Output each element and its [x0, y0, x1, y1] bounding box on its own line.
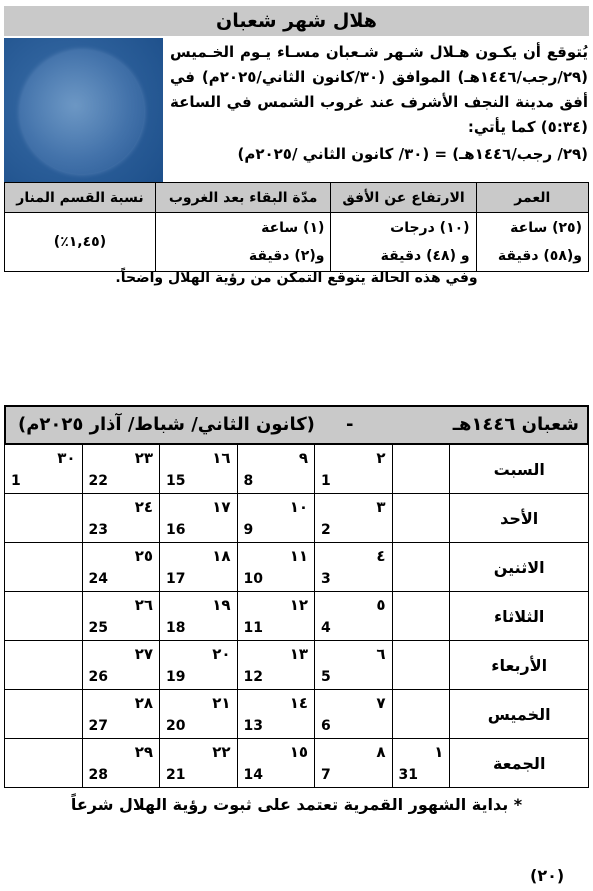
- hijri-date: ٢٦: [134, 596, 154, 614]
- calendar-cell: [237, 592, 315, 641]
- calendar-cell: [392, 641, 450, 690]
- table-row: [5, 213, 589, 272]
- age-minutes: و(٥٨) دقيقة: [497, 248, 582, 264]
- header-age: العمر: [476, 183, 588, 213]
- calendar-cell: [237, 494, 315, 543]
- gregorian-date: 22: [88, 473, 109, 489]
- calendar-cell: [315, 592, 393, 641]
- gregorian-date: 20: [166, 718, 186, 734]
- header-altitude: الارتفاع عن الأفق: [331, 183, 476, 213]
- gregorian-date: 6: [321, 718, 331, 734]
- weekday-label: الجمعة: [450, 739, 589, 788]
- calendar-cell: [82, 543, 160, 592]
- calendar-cell: [160, 739, 238, 788]
- gregorian-date: 5: [321, 669, 331, 685]
- hijri-date: ١٨: [212, 547, 231, 565]
- calendar-cell: [237, 445, 315, 494]
- gregorian-date: 21: [166, 767, 186, 783]
- calendar-cell: [315, 494, 393, 543]
- gregorian-date: 27: [88, 718, 109, 734]
- calendar-cell: [82, 690, 160, 739]
- calendar-cell: [315, 641, 393, 690]
- hijri-date: ٢٩: [134, 743, 154, 761]
- hijri-date: ١٠: [289, 498, 309, 516]
- gregorian-months-label: (كانون الثاني/ شباط/ آذار ٢٠٢٥م): [18, 414, 315, 435]
- gregorian-date: 8: [243, 473, 254, 489]
- gregorian-date: 3: [321, 571, 331, 587]
- calendar-row: [5, 690, 589, 739]
- gregorian-date: 12: [243, 669, 264, 685]
- calendar-row: [5, 543, 589, 592]
- calendar-row: [5, 739, 589, 788]
- date-equation: (٢٩/ رجب/١٤٤٦هـ) = (٣٠/ كانون الثاني /٢٠٢٥م): [237, 145, 588, 163]
- altitude-minutes: و (٤٨) دقيقة: [380, 248, 470, 264]
- weekday-label: السبت: [450, 445, 589, 494]
- calendar-cell: [392, 543, 450, 592]
- hijri-date: ٢٧: [134, 645, 154, 663]
- calendar-cell: [392, 494, 450, 543]
- hijri-date: ٩: [298, 449, 309, 467]
- hijri-date: ٢٠: [212, 645, 231, 663]
- gregorian-date: 7: [321, 767, 331, 783]
- altitude-degrees: (١٠) درجات: [390, 220, 470, 236]
- calendar-cell: [5, 739, 83, 788]
- hijri-date: ١٧: [212, 498, 231, 516]
- calendar-cell: [5, 592, 83, 641]
- gregorian-date: 23: [88, 522, 109, 538]
- hijri-date: ٨: [376, 743, 386, 761]
- hijri-date: ٦: [376, 645, 386, 663]
- calendar-cell: [5, 543, 83, 592]
- moon-info-table: [4, 182, 589, 272]
- calendar-cell: [160, 494, 238, 543]
- gregorian-date: 31: [398, 767, 419, 783]
- hijri-date: ٢١: [212, 694, 231, 712]
- calendar-grid: [4, 444, 589, 788]
- gregorian-date: 11: [243, 620, 264, 636]
- calendar-row: [5, 641, 589, 690]
- hijri-date: ٧: [376, 694, 386, 712]
- hijri-date: ١: [434, 743, 444, 761]
- calendar-cell: [82, 494, 160, 543]
- hijri-month-label: شعبان ١٤٤٦هـ: [452, 414, 579, 435]
- cell-illumination: (١,٤٥٪): [5, 213, 156, 272]
- weekday-label: الخميس: [450, 690, 589, 739]
- gregorian-date: 15: [166, 473, 186, 489]
- calendar-cell: [315, 690, 393, 739]
- gregorian-date: 1: [321, 473, 331, 489]
- weekday-label: الأربعاء: [450, 641, 589, 690]
- cell-altitude: [331, 213, 476, 272]
- hijri-date: ٣: [376, 498, 386, 516]
- hijri-date: ٥: [376, 596, 386, 614]
- calendar-cell: [82, 739, 160, 788]
- hijri-date: ١٢: [289, 596, 309, 614]
- calendar-cell: [392, 690, 450, 739]
- gregorian-date: 13: [243, 718, 264, 734]
- visibility-note: وفي هذه الحالة يتوقع التمكن من رؤية الهلال واضحاً.: [115, 270, 478, 286]
- gregorian-date: 17: [166, 571, 186, 587]
- calendar-cell: [237, 739, 315, 788]
- calendar-cell: [82, 592, 160, 641]
- gregorian-date: 9: [243, 522, 254, 538]
- calendar-row: [5, 494, 589, 543]
- calendar-cell: [160, 641, 238, 690]
- hijri-date: ١٣: [289, 645, 309, 663]
- gregorian-date: 19: [166, 669, 186, 685]
- gregorian-date: 16: [166, 522, 186, 538]
- gregorian-date: 26: [88, 669, 109, 685]
- calendar-cell: [82, 641, 160, 690]
- gregorian-date: 25: [88, 620, 109, 636]
- gregorian-date: 18: [166, 620, 186, 636]
- gregorian-date: 2: [321, 522, 331, 538]
- hijri-date: ٢٢: [212, 743, 231, 761]
- hijri-date: ٢٨: [134, 694, 154, 712]
- weekday-label: الثلاثاء: [450, 592, 589, 641]
- hijri-date: ١٦: [212, 449, 231, 467]
- hijri-date: ٤: [376, 547, 386, 565]
- calendar-header: [4, 405, 589, 445]
- hijri-date: ٢٤: [134, 498, 154, 516]
- calendar-cell: [237, 690, 315, 739]
- calendar-cell: [237, 543, 315, 592]
- header-duration: مدّة البقاء بعد الغروب: [155, 183, 331, 213]
- gregorian-date: 10: [243, 571, 264, 587]
- hijri-date: ٢٣: [134, 449, 154, 467]
- calendar-cell: [160, 592, 238, 641]
- calendar-cell: [392, 739, 450, 788]
- gregorian-date: 14: [243, 767, 264, 783]
- calendar-cell: [160, 690, 238, 739]
- weekday-label: الأحد: [450, 494, 589, 543]
- header-illumination: نسبة القسم المنار: [5, 183, 156, 213]
- gregorian-date: 4: [321, 620, 331, 636]
- cell-age: [476, 213, 588, 272]
- table-header-row: [5, 183, 589, 213]
- hijri-date: ١٤: [289, 694, 309, 712]
- calendar-cell: [5, 641, 83, 690]
- age-hours: (٢٥) ساعة: [510, 220, 582, 236]
- page-title: هلال شهر شعبان: [4, 6, 589, 36]
- calendar-cell: [315, 445, 393, 494]
- moon-icon: [20, 50, 144, 174]
- hijri-date: ٢٥: [134, 547, 154, 565]
- hijri-date: ٢: [376, 449, 386, 467]
- hijri-date: ١٥: [289, 743, 309, 761]
- calendar-cell: [315, 543, 393, 592]
- weekday-label: الاثنين: [450, 543, 589, 592]
- hijri-date: ١٩: [212, 596, 231, 614]
- page-number: (٢٠): [530, 866, 565, 885]
- gregorian-date: 28: [88, 767, 109, 783]
- calendar-cell: [392, 445, 450, 494]
- gregorian-date: 1: [11, 473, 21, 489]
- footnote: * بداية الشهور القمرية تعتمد على ثبوت رؤية الهلال شرعاً: [70, 795, 523, 814]
- calendar-cell: [82, 445, 160, 494]
- header-separator: -: [346, 414, 354, 435]
- calendar-row: [5, 445, 589, 494]
- calendar-cell: [5, 445, 83, 494]
- duration-minutes: و(٢) دقيقة: [248, 248, 325, 264]
- gregorian-date: 24: [88, 571, 109, 587]
- calendar-cell: [5, 494, 83, 543]
- moon-photo: [4, 38, 163, 183]
- calendar-cell: [392, 592, 450, 641]
- hijri-date: ٣٠: [57, 449, 76, 467]
- calendar-cell: [5, 690, 83, 739]
- intro-paragraph: يُتوقع أن يكـون هـلال شـهر شـعبان مسـاء يـوم الخـميس (٢٩/رجب/١٤٤٦هـ) الموافق (٣٠/كانون الثاني/٢٠٢٥م) في أفق مدينة النجف الأشرف عند غروب الشمس في الساعة (٥:٣٤) كما يأتي:: [170, 43, 588, 136]
- calendar-cell: [315, 739, 393, 788]
- calendar-cell: [160, 445, 238, 494]
- calendar-cell: [237, 641, 315, 690]
- duration-hours: (١) ساعة: [261, 220, 325, 236]
- calendar-cell: [160, 543, 238, 592]
- cell-duration: [155, 213, 331, 272]
- calendar-row: [5, 592, 589, 641]
- hijri-date: ١١: [289, 547, 309, 565]
